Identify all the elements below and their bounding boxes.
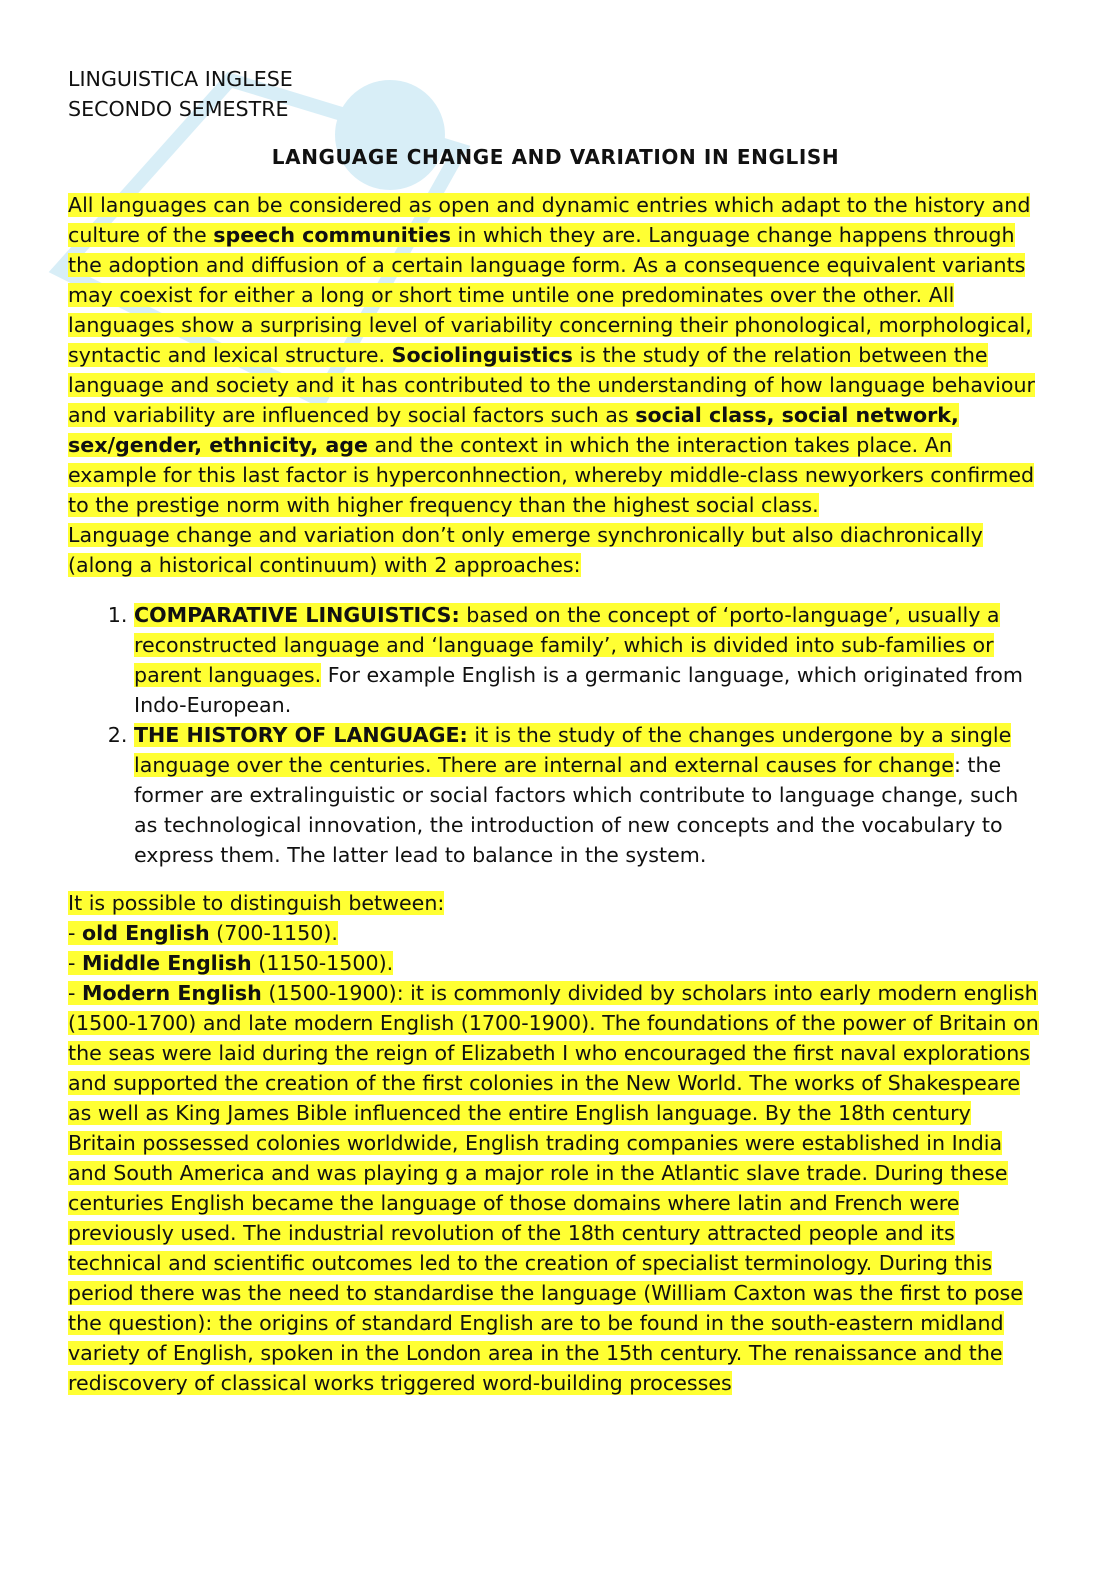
document-page — [68, 64, 1043, 1398]
list-item-heading: THE HISTORY OF LANGUAGE: — [134, 723, 468, 747]
document-title: LANGUAGE CHANGE AND VARIATION IN ENGLISH — [271, 145, 840, 169]
period-middle-english: Middle English — [81, 951, 252, 975]
course-name: LINGUISTICA INGLESE — [68, 67, 293, 91]
periods-paragraph: It is possible to distinguish between: - old English (700-1150). - Middle English (1150-1500). - Modern English (1500-1900): it is commonly divided by scholars into early modern english (1500-1700) and late modern English (1700-1900). The foundations of the power of Britain on the seas were laid during the reign of Elizabeth I who encouraged the first naval explorations and supported the creation of the first colonies in the New World. The works of Shakespeare as well as King James Bible influenced the entire English language. By the 18th century Britain possessed colonies worldwide, English trading companies were established in India and South America and was playing g a major role in the Atlantic slave trade. During these centuries English became the language of those domains where latin and French were previously used. The industrial revolution of the 18th century attracted people and its technical and scientific outcomes led to the creation of specialist terminology. During this period there was the need to standardise the language (William Caxton was the first to pose the question): the origins of standard English are to be found in the south-eastern midland variety of English, spoken in the London area in the 15th century. The renaissance and the rediscovery of classical works triggered word-building processes — [68, 891, 1039, 1395]
intro-paragraph: All languages can be considered as open and dynamic entries which adapt to the history and culture of the speech communities in which they are. Language change happens through the adoption and diffusion of a certain language form. As a consequence equivalent variants may coexist for either a long or short time untile one predominates over the other. All languages show a surprising level of variability concerning their phonological, morphological, syntactic and lexical structure. Sociolinguistics is the study of the relation between the language and society and it has contributed to the understanding of how language behaviour and variability are influenced by social factors such as social class, social network, sex/gender, ethnicity, age and the context in which the interaction takes place. An example for this last factor is hyperconhnection, whereby middle-class newyorkers confirmed to the prestige norm with higher frequency than the highest social class. Language change and variation don’t only emerge synchronically but also diachronically (along a historical continuum) with 2 approaches: — [68, 193, 1035, 577]
term-speech-communities: speech communities — [213, 223, 451, 247]
term-sociolinguistics: Sociolinguistics — [391, 343, 573, 367]
periods-intro: It is possible to distinguish between: — [68, 891, 445, 915]
period-old-english: old English — [81, 921, 210, 945]
period-modern-english: Modern English — [81, 981, 262, 1005]
semester-label: SECONDO SEMESTRE — [68, 97, 289, 121]
list-item: 1. COMPARATIVE LINGUISTICS: based on the concept of ‘porto-language’, usually a reconstructed language and ‘language family’, which is divided into sub-families or parent languages. For example English is a germanic language, which originated from Indo-European. — [134, 600, 1043, 720]
list-item-heading: COMPARATIVE LINGUISTICS: — [134, 603, 460, 627]
approaches-intro: Language change and variation don’t only emerge synchronically but also diachronically (along a historical continuum) with 2 approaches: — [68, 523, 983, 577]
list-item: 2. THE HISTORY OF LANGUAGE: it is the study of the changes undergone by a single language over the centuries. There are internal and external causes for change: the former are extralinguistic or social factors which contribute to language change, such as technological innovation, the introduction of new concepts and the vocabulary to express them. The latter lead to balance in the system. — [134, 720, 1043, 870]
term-social-factors: social class, social network, sex/gender, ethnicity, age — [68, 403, 959, 457]
approaches-list — [68, 600, 1043, 870]
